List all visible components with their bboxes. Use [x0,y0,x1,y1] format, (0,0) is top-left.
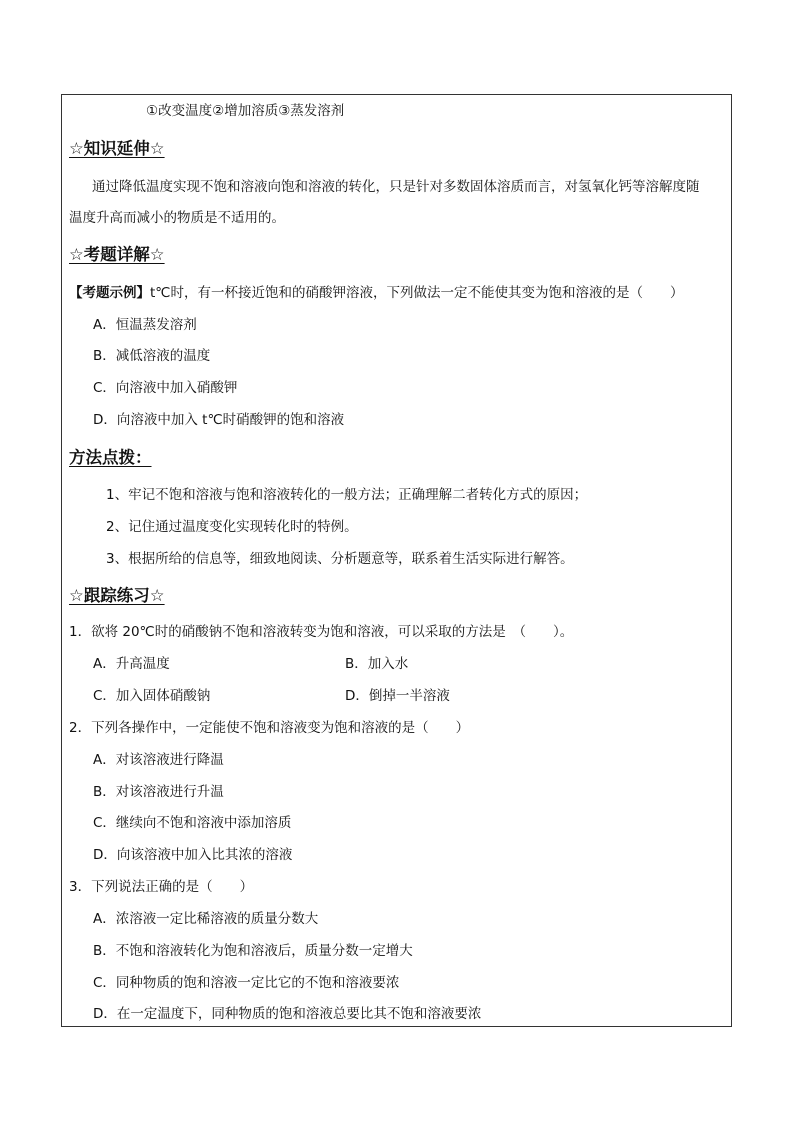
example-option: D．向溶液中加入 t℃时硝酸钾的饱和溶液 [93,412,345,428]
top-note: ①改变温度②增加溶质③蒸发溶剂 [146,103,345,119]
question-option: C．同种物质的饱和溶液一定比它的不饱和溶液要浓 [93,975,400,991]
example-option: C．向溶液中加入硝酸钾 [93,380,238,396]
method-item: 1、牢记不饱和溶液与饱和溶液转化的一般方法；正确理解二者转化方式的原因； [106,487,588,503]
question-option: D．倒掉一半溶液 [345,688,450,704]
heading-knowledge-extension: ☆知识延伸☆ [69,139,165,158]
question-option: A．升高温度 [93,656,170,672]
heading-method-tips: 方法点拨： [69,448,152,467]
question-stem-2: 2．下列各操作中，一定能使不饱和溶液变为饱和溶液的是（ ） [69,720,470,736]
paragraph-line-1: 通过降低温度实现不饱和溶液向饱和溶液的转化，只是针对多数固体溶质而言，对氢氧化钙等溶解度随 [92,179,700,195]
exam-example-label: 【考题示例】 [69,285,150,301]
heading-follow-up-practice: ☆跟踪练习☆ [69,586,165,605]
question-option: A．浓溶液一定比稀溶液的质量分数大 [93,911,319,927]
question-stem-1: 1．欲将 20℃时的硝酸钠不饱和溶液转变为饱和溶液，可以采取的方法是 （ ）。 [69,624,574,640]
method-item: 2、记住通过温度变化实现转化时的特例。 [106,519,358,535]
exam-example-text: t℃时，有一杯接近饱和的硝酸钾溶液，下列做法一定不能使其变为饱和溶液的是（ ） [150,285,684,301]
exam-example [69,284,683,302]
question-option: B．加入水 [345,656,409,672]
paragraph-line-2: 温度升高而减小的物质是不适用的。 [69,210,285,226]
question-option: A．对该溶液进行降温 [93,752,224,768]
question-option: D．向该溶液中加入比其浓的溶液 [93,847,293,863]
question-option: D．在一定温度下，同种物质的饱和溶液总要比其不饱和溶液要浓 [93,1006,482,1022]
question-option: C．继续向不饱和溶液中添加溶质 [93,815,292,831]
example-option: A．恒温蒸发溶剂 [93,317,197,333]
example-option: B．减低溶液的温度 [93,348,211,364]
question-option: B．不饱和溶液转化为饱和溶液后，质量分数一定增大 [93,943,413,959]
question-option: C．加入固体硝酸钠 [93,688,211,704]
question-option: B．对该溶液进行升温 [93,784,224,800]
question-stem-3: 3．下列说法正确的是（ ） [69,879,254,895]
heading-exam-explanation: ☆考题详解☆ [69,245,165,264]
method-item: 3、根据所给的信息等，细致地阅读、分析题意等，联系着生活实际进行解答。 [106,551,574,567]
